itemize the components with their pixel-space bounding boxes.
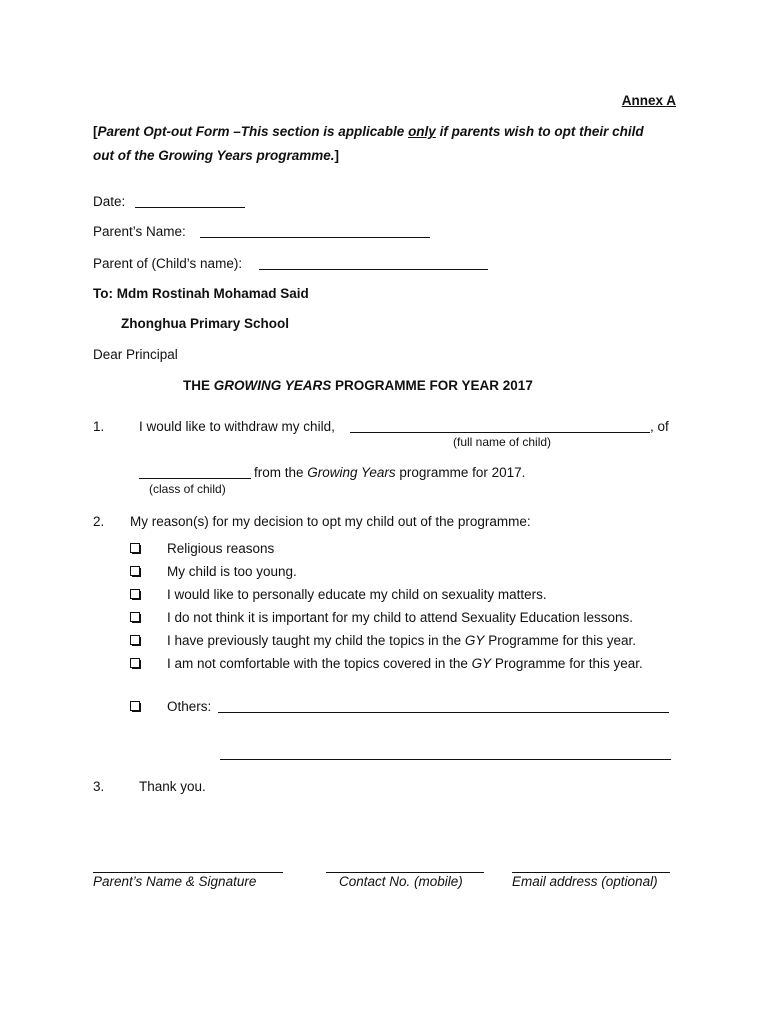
reason-label	[167, 633, 636, 648]
reason-label: My child is too young.	[167, 564, 297, 579]
item-2-number: 2.	[93, 514, 105, 529]
others-field-line-2[interactable]	[220, 759, 671, 760]
others-label: Others:	[167, 699, 212, 714]
date-label: Date:	[93, 194, 126, 209]
date-field[interactable]	[135, 207, 245, 208]
intro-text-line2: out of the Growing Years programme.	[93, 148, 335, 163]
from-pre: from the	[254, 465, 308, 480]
others-checkbox[interactable]	[130, 701, 140, 711]
heading-pre: THE	[183, 378, 214, 393]
intro-only: only	[408, 124, 436, 139]
reason-checkbox[interactable]	[130, 635, 140, 645]
intro-text-part2: if parents wish to opt their child	[435, 124, 644, 139]
from-italic: Growing Years	[307, 465, 396, 480]
parent-name-label: Parent’s Name:	[93, 224, 186, 239]
reason-label-italic: GY	[471, 656, 492, 671]
contact-number-field[interactable]	[326, 872, 484, 873]
reason-label: I would like to personally educate my child on sexuality matters.	[167, 587, 547, 602]
contact-number-label: Contact No. (mobile)	[339, 874, 463, 889]
parent-name-field[interactable]	[200, 237, 430, 238]
reason-label	[167, 656, 643, 671]
item-1-from-line	[254, 465, 525, 480]
parent-of-label: Parent of (Child’s name):	[93, 256, 243, 271]
from-post: programme for 2017.	[395, 465, 526, 480]
reason-checkbox[interactable]	[130, 658, 140, 668]
reason-label: I do not think it is important for my child to attend Sexuality Education lessons.	[167, 610, 633, 625]
item-1-suffix: , of	[650, 419, 669, 434]
reason-checkbox[interactable]	[130, 612, 140, 622]
reason-checkbox[interactable]	[130, 566, 140, 576]
parent-signature-field[interactable]	[93, 872, 283, 873]
class-caption: (class of child)	[149, 482, 226, 496]
item-1-text: I would like to withdraw my child,	[139, 419, 335, 434]
reason-checkbox[interactable]	[130, 543, 140, 553]
reason-label-post: Programme for this year.	[484, 633, 636, 648]
email-field[interactable]	[512, 872, 670, 873]
others-field[interactable]	[218, 712, 669, 713]
intro-text-part1: Parent Opt-out Form –This section is applicable	[97, 124, 409, 139]
item-3-text: Thank you.	[139, 779, 206, 794]
child-full-name-field[interactable]	[350, 432, 650, 433]
item-3-number: 3.	[93, 779, 105, 794]
reason-label-italic: GY	[464, 633, 485, 648]
full-name-caption: (full name of child)	[453, 435, 552, 449]
email-label: Email address (optional)	[512, 874, 658, 889]
reason-label-post: Programme for this year.	[491, 656, 643, 671]
intro-open-bracket: [	[93, 124, 98, 139]
child-class-field[interactable]	[139, 478, 251, 479]
reason-label-pre: I am not comfortable with the topics covered in the	[167, 656, 472, 671]
school-name: Zhonghua Primary School	[121, 316, 290, 331]
intro-close-bracket: ]	[334, 148, 340, 163]
heading-italic: GROWING YEARS	[213, 378, 332, 393]
parent-signature-label: Parent’s Name & Signature	[93, 874, 257, 889]
reason-label-pre: I have previously taught my child the topics in the	[167, 633, 465, 648]
to-line: To: Mdm Rostinah Mohamad Said	[93, 286, 309, 301]
child-name-field[interactable]	[259, 269, 488, 270]
form-heading	[183, 378, 533, 393]
item-1-number: 1.	[93, 419, 105, 434]
intro-line-1	[93, 124, 644, 139]
reason-label: Religious reasons	[167, 541, 275, 556]
reason-checkbox[interactable]	[130, 589, 140, 599]
salutation: Dear Principal	[93, 347, 178, 362]
heading-post: PROGRAMME FOR YEAR 2017	[331, 378, 533, 393]
annex-label: Annex A	[621, 93, 676, 108]
intro-line-2	[93, 148, 339, 163]
item-2-text: My reason(s) for my decision to opt my child out of the programme:	[130, 514, 531, 529]
